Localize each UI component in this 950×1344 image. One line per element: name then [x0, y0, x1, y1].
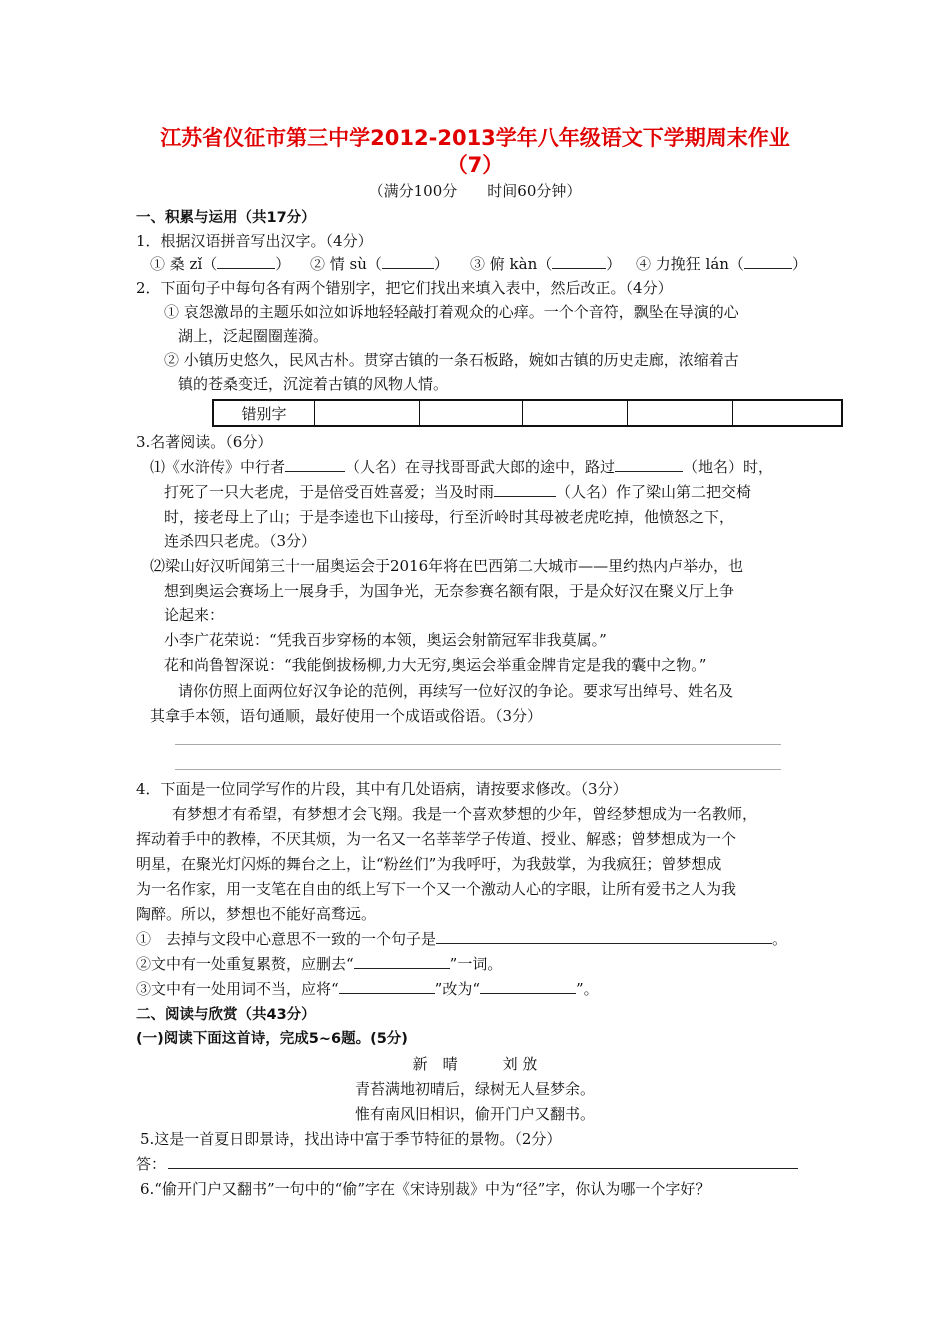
- question-3-2-line-3: 论起来：: [164, 606, 225, 624]
- page-title: 江苏省仪征市第三中学2012-2013学年八年级语文下学期周末作业: [160, 126, 790, 150]
- typo-table: [212, 399, 843, 427]
- question-1-stem: 1．根据汉语拼音写出汉字。（4分）: [136, 232, 373, 250]
- question-3-2-line-1: ⑵梁山好汉听闻第三十一届奥运会于2016年将在巴西第二大城市——里约热内卢举办，也: [150, 557, 744, 575]
- question-2-sentence-1: ① 哀怨激昂的主题乐如泣如诉地轻轻敲打着观众的心痒。一个个音符，飘坠在导演的心: [164, 303, 739, 321]
- question-1-item-4: ④ 力挽狂 lán（ ）: [636, 255, 807, 273]
- answer-blank[interactable]: [217, 267, 275, 269]
- question-1-item-2: ② 情 sù（ ）: [310, 255, 449, 273]
- question-5-stem: 5.这是一首夏日即景诗，找出诗中富于季节特征的景物。（2分）: [140, 1130, 562, 1148]
- question-1-item-3: ③ 俯 kàn（ ）: [470, 255, 622, 273]
- page-title-number: （7）: [446, 153, 504, 177]
- typo-table-label: 错别字: [213, 400, 315, 426]
- typo-table-cell[interactable]: [733, 400, 843, 426]
- poem-line-1: 青苔满地初晴后，绿树无人昼梦余。: [354, 1080, 595, 1098]
- score-time-note: （满分100分 时间60分钟）: [368, 182, 582, 200]
- answer-blank[interactable]: [744, 267, 792, 269]
- question-4-passage-line-3: 明星，在聚光灯闪烁的舞台之上，让“粉丝们”为我呼吁，为我鼓掌，为我疯狂；曾梦想成: [136, 855, 722, 873]
- typo-table-cell[interactable]: [315, 400, 420, 426]
- answer-blank[interactable]: [552, 267, 606, 269]
- question-4-passage-line-5: 陶醉。所以，梦想也不能好高骛远。: [136, 905, 377, 923]
- answer-line[interactable]: [175, 744, 781, 745]
- question-2-sentence-2: ② 小镇历史悠久，民风古朴。贯穿古镇的一条石板路，婉如古镇的历史走廊，浓缩着古: [164, 351, 739, 369]
- question-2-stem: 2．下面句子中每句各有两个错别字，把它们找出来填入表中，然后改正。（4分）: [136, 279, 673, 297]
- answer-blank[interactable]: [480, 992, 576, 994]
- question-3-2-instruction-2: 其拿手本领，语句通顺，最好使用一个成语或俗语。（3分）: [150, 707, 543, 725]
- question-3-1-line-2: 打死了一只大老虎，于是倍受百姓喜爱；当及时雨 （人名）作了梁山第二把交椅: [164, 483, 752, 501]
- answer-blank[interactable]: [354, 967, 450, 969]
- answer-line[interactable]: [168, 1168, 798, 1169]
- answer-blank[interactable]: [436, 942, 772, 944]
- typo-table-cell[interactable]: [523, 400, 628, 426]
- answer-line[interactable]: [175, 769, 781, 770]
- poem-line-2: 惟有南风旧相识，偷开门户又翻书。: [354, 1105, 595, 1123]
- section-heading-2: 二、阅读与欣赏（共43分）: [136, 1007, 316, 1023]
- question-3-stem: 3.名著阅读。（6分）: [136, 433, 273, 451]
- question-3-2-line-2: 想到奥运会赛场上一展身手，为国争光，无奈参赛名额有限，于是众好汉在聚义厅上争: [164, 582, 735, 600]
- answer-blank[interactable]: [285, 470, 345, 472]
- reading-part-1-heading: (一)阅读下面这首诗，完成5~6题。(5分): [136, 1031, 408, 1047]
- question-4-sub-1: ① 去掉与文段中心意思不一致的一个句子是 。: [136, 930, 788, 948]
- answer-blank[interactable]: [615, 470, 683, 472]
- question-4-sub-3: ③文中有一处用词不当，应将“ ”改为“ ”。: [136, 980, 599, 998]
- question-2-sentence-2-cont: 镇的苍桑变迁，沉淀着古镇的风物人情。: [178, 375, 449, 393]
- answer-blank[interactable]: [339, 992, 435, 994]
- question-6-stem: 6.“偷开门户又翻书”一句中的“偷”字在《宋诗别裁》中为“径”字，你认为哪一个字好？: [140, 1180, 711, 1198]
- question-4-sub-2: ②文中有一处重复累赘，应删去“ ”一词。: [136, 955, 503, 973]
- question-3-1-line-3: 时，接老母上了山；于是李逵也下山接母，行至沂岭时其母被老虎吃掉，他愤怒之下，: [164, 508, 735, 526]
- question-4-passage-line-1: 有梦想才有希望，有梦想才会飞翔。我是一个喜欢梦想的少年，曾经梦想成为一名教师，: [172, 805, 758, 823]
- section-heading-1: 一、积累与运用（共17分）: [136, 210, 316, 226]
- typo-table-cell[interactable]: [628, 400, 733, 426]
- question-4-stem: 4．下面是一位同学写作的片段，其中有几处语病，请按要求修改。（3分）: [136, 780, 628, 798]
- poem-title: 新 晴 刘 攽: [412, 1055, 538, 1073]
- question-5-answer-label: 答：: [136, 1155, 167, 1173]
- question-3-1-line-1: ⑴《水浒传》中行者 （人名）在寻找哥哥武大郎的途中，路过 （地名）时，: [150, 458, 774, 476]
- question-3-1-line-4: 连杀四只老虎。（3分）: [164, 532, 317, 550]
- typo-table-cell[interactable]: [420, 400, 523, 426]
- question-3-2-example-2: 花和尚鲁智深说：“我能倒拔杨柳,力大无穷,奥运会举重金牌肯定是我的囊中之物。”: [164, 656, 707, 674]
- answer-blank[interactable]: [494, 495, 556, 497]
- question-1-item-1: ① 桑 zǐ（ ）: [150, 255, 291, 273]
- question-2-sentence-1-cont: 湖上，泛起圈圈莲漪。: [178, 327, 329, 345]
- question-3-2-instruction-1: 请你仿照上面两位好汉争论的范例，再续写一位好汉的争论。要求写出绰号、姓名及: [178, 682, 734, 700]
- question-4-passage-line-2: 挥动着手中的教棒，不厌其烦，为一名又一名莘莘学子传道、授业、解惑；曾梦想成为一个: [136, 830, 737, 848]
- question-4-passage-line-4: 为一名作家，用一支笔在自由的纸上写下一个又一个激动人心的字眼，让所有爱书之人为我: [136, 880, 737, 898]
- answer-blank[interactable]: [382, 267, 434, 269]
- question-3-2-example-1: 小李广花荣说：“凭我百步穿杨的本领，奥运会射箭冠军非我莫属。”: [164, 631, 607, 649]
